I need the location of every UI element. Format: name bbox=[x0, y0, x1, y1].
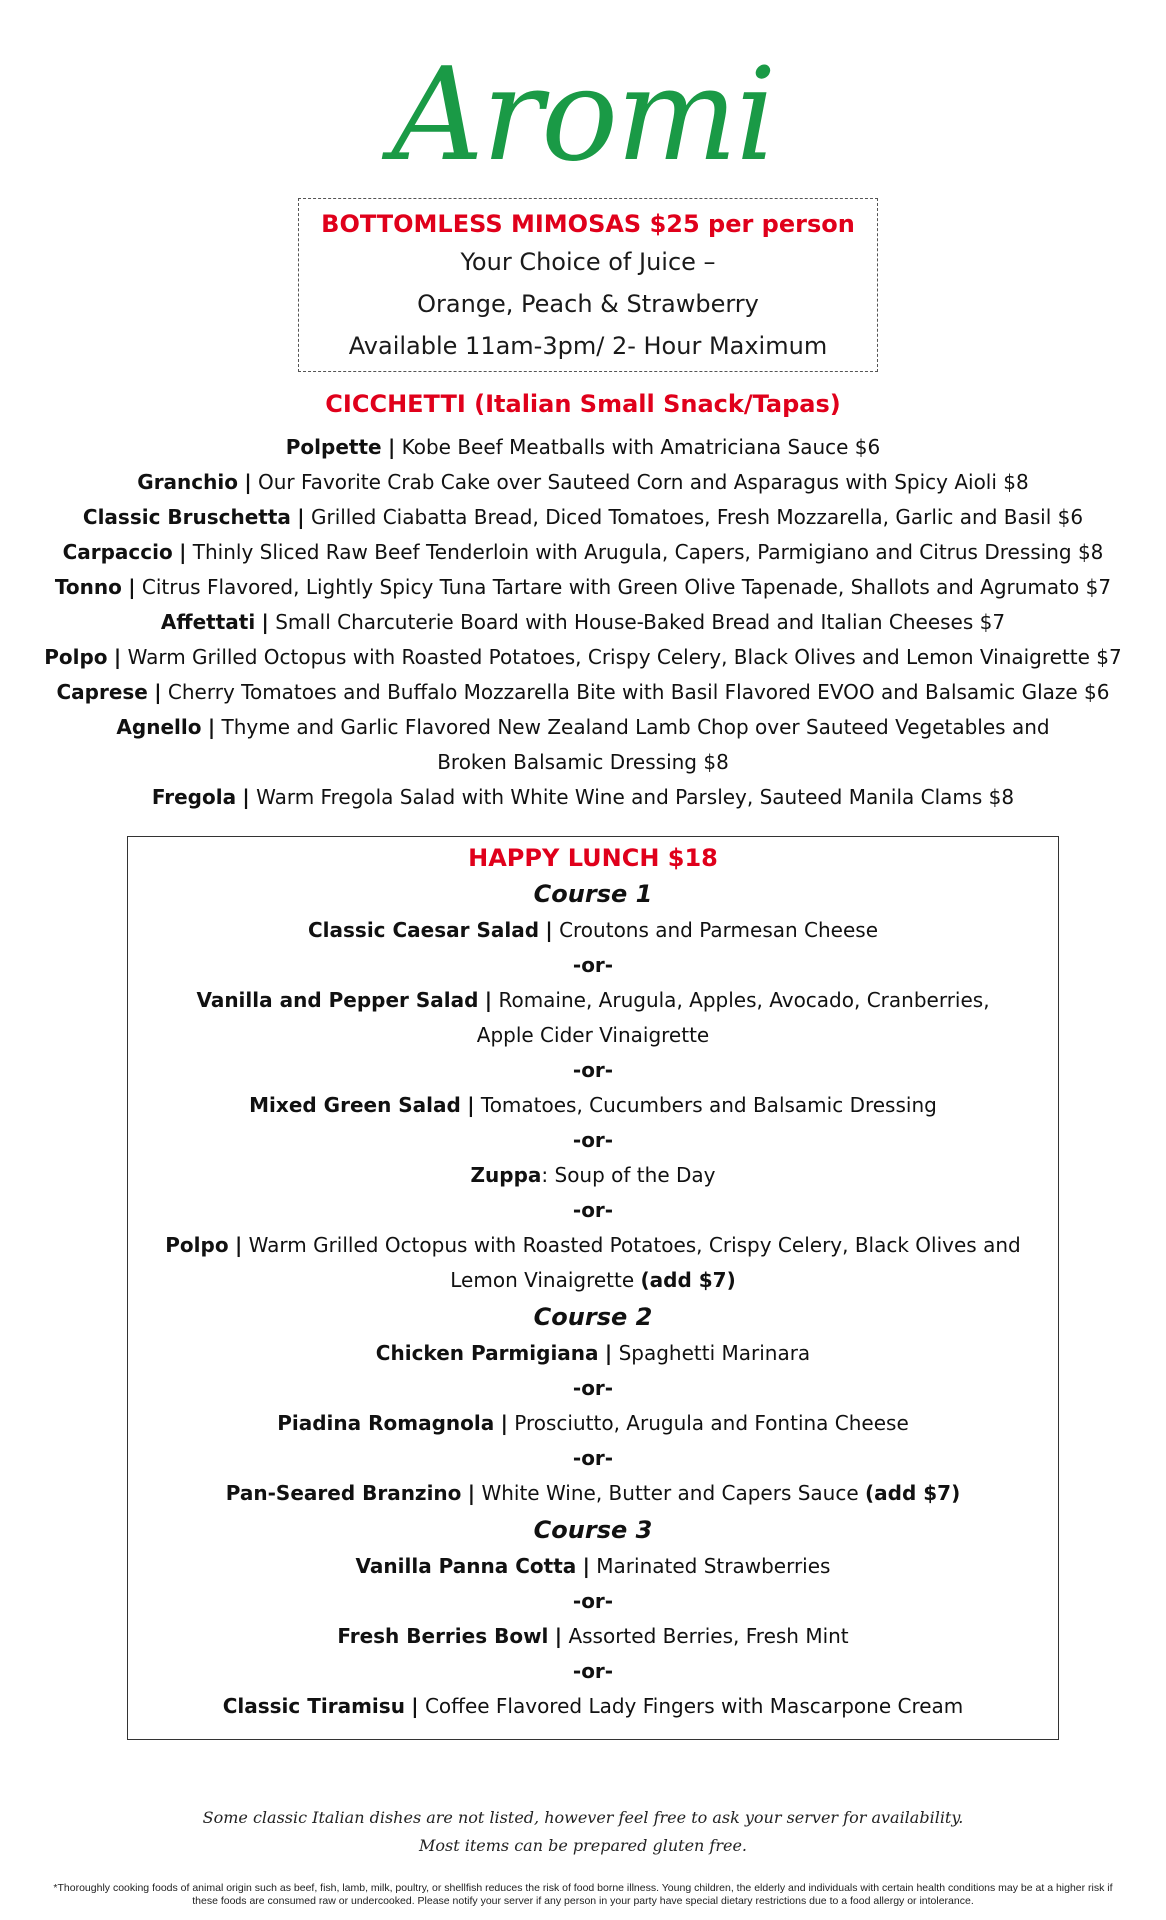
item-desc: Thyme and Garlic Flavored New Zealand Lamb Chop over Sauteed Vegetables and bbox=[221, 715, 1050, 739]
item-name: Vanilla and Pepper Salad bbox=[196, 988, 479, 1012]
or-divider: -or- bbox=[572, 1376, 614, 1400]
item-desc: White Wine, Butter and Capers Sauce bbox=[481, 1481, 859, 1505]
menu-item bbox=[0, 500, 1166, 535]
item-desc: Warm Grilled Octopus with Roasted Potatoes, Crispy Celery, Black Olives and bbox=[248, 1233, 1021, 1257]
item-desc: Small Charcuterie Board with House-Baked Bread and Italian Cheeses $7 bbox=[275, 610, 1006, 634]
or-divider: -or- bbox=[572, 1446, 614, 1470]
item-desc: Tomatoes, Cucumbers and Balsamic Dressing bbox=[480, 1093, 937, 1117]
item-name: Classic Bruschetta bbox=[82, 505, 291, 529]
separator: | bbox=[261, 610, 269, 634]
separator: | bbox=[242, 785, 250, 809]
item-name: Caprese bbox=[56, 680, 148, 704]
happy-lunch-title: HAPPY LUNCH $18 bbox=[468, 844, 718, 872]
menu-item bbox=[128, 983, 1058, 1018]
separator: | bbox=[411, 1694, 419, 1718]
menu-item bbox=[0, 675, 1166, 710]
separator: | bbox=[387, 435, 396, 459]
separator: | bbox=[467, 1481, 476, 1505]
cicchetti-title: CICCHETTI (Italian Small Snack/Tapas) bbox=[325, 390, 841, 418]
menu-item bbox=[0, 780, 1166, 815]
item-desc: Grilled Ciabatta Bread, Diced Tomatoes, Fresh Mozzarella, Garlic and Basil $6 bbox=[310, 505, 1084, 529]
course-3-title: Course 3 bbox=[533, 1516, 653, 1544]
separator: | bbox=[154, 680, 162, 704]
item-desc: Spaghetti Marinara bbox=[618, 1341, 811, 1365]
happy-lunch-box bbox=[127, 836, 1059, 1740]
or-divider: -or- bbox=[572, 1659, 614, 1683]
menu-item bbox=[128, 1689, 1058, 1724]
item-name: Classic Caesar Salad bbox=[307, 918, 540, 942]
item-desc: Romaine, Arugula, Apples, Avocado, Cranberries, bbox=[498, 988, 990, 1012]
cicchetti-list bbox=[0, 430, 1166, 815]
menu-item bbox=[0, 640, 1166, 675]
menu-item bbox=[128, 1406, 1058, 1441]
menu-item bbox=[0, 710, 1166, 745]
item-desc: Assorted Berries, Fresh Mint bbox=[568, 1624, 849, 1648]
menu-item bbox=[128, 1476, 1058, 1511]
separator: | bbox=[244, 470, 252, 494]
item-name: Polpette bbox=[285, 435, 382, 459]
item-name: Classic Tiramisu bbox=[222, 1694, 405, 1718]
separator: | bbox=[234, 1233, 243, 1257]
item-desc: Prosciutto, Arugula and Fontina Cheese bbox=[514, 1411, 909, 1435]
item-desc: Our Favorite Crab Cake over Sauteed Corn and Asparagus with Spicy Aioli $8 bbox=[258, 470, 1029, 494]
availability-note: Some classic Italian dishes are not listed, however feel free to ask your server for availability. bbox=[202, 1808, 964, 1827]
menu-item bbox=[128, 1619, 1058, 1654]
menu-item bbox=[0, 570, 1166, 605]
menu-item-continued: Broken Balsamic Dressing $8 bbox=[437, 750, 729, 774]
menu-item bbox=[128, 1336, 1058, 1371]
separator: | bbox=[604, 1341, 613, 1365]
menu-item bbox=[0, 430, 1166, 465]
item-desc: Marinated Strawberries bbox=[596, 1554, 831, 1578]
item-name: Pan-Seared Branzino bbox=[225, 1481, 462, 1505]
mimosa-line: Available 11am-3pm/ 2- Hour Maximum bbox=[348, 332, 828, 360]
menu-item bbox=[128, 1088, 1058, 1123]
item-name: Polpo bbox=[165, 1233, 229, 1257]
item-name: Tonno bbox=[54, 575, 122, 599]
or-divider: -or- bbox=[572, 953, 614, 977]
item-name: Zuppa bbox=[470, 1163, 542, 1187]
menu-item-continued bbox=[128, 1263, 1058, 1298]
separator: | bbox=[128, 575, 136, 599]
item-name: Carpaccio bbox=[62, 540, 173, 564]
separator: | bbox=[500, 1411, 508, 1435]
separator: | bbox=[582, 1554, 590, 1578]
or-divider: -or- bbox=[572, 1128, 614, 1152]
item-desc: Kobe Beef Meatballs with Amatriciana Sauce $6 bbox=[401, 435, 881, 459]
mimosa-promo-box bbox=[298, 198, 878, 372]
item-name: Agnello bbox=[116, 715, 202, 739]
item-desc: Thinly Sliced Raw Beef Tenderloin with Arugula, Capers, Parmigiano and Citrus Dressing $8 bbox=[192, 540, 1104, 564]
separator: | bbox=[554, 1624, 563, 1648]
or-divider: -or- bbox=[572, 1589, 614, 1613]
item-name: Affettati bbox=[160, 610, 256, 634]
item-name: Vanilla Panna Cotta bbox=[355, 1554, 577, 1578]
separator: | bbox=[545, 918, 553, 942]
price-extra: (add $7) bbox=[865, 1481, 961, 1505]
item-name: Polpo bbox=[44, 645, 108, 669]
mimosa-title: BOTTOMLESS MIMOSAS $25 per person bbox=[321, 210, 855, 238]
item-name: Granchio bbox=[137, 470, 238, 494]
course-2-title: Course 2 bbox=[533, 1303, 653, 1331]
menu-item bbox=[128, 1228, 1058, 1263]
restaurant-logo: Aromi bbox=[391, 41, 775, 190]
menu-item bbox=[0, 535, 1166, 570]
food-safety-disclaimer: *Thoroughly cooking foods of animal origin such as beef, fish, lamb, milk, poultry, or shellfish reduces the risk of food borne illness. Young children, the elderly and individuals with certain health conditions may be at a higher risk if these foods are consumed raw or undercooked. Please notify your server if any person in your party have special dietary restrictions due to a food allergy or intolerance. bbox=[53, 1882, 1113, 1907]
item-desc: Citrus Flavored, Lightly Spicy Tuna Tartare with Green Olive Tapenade, Shallots and Agrumato $7 bbox=[141, 575, 1112, 599]
separator: | bbox=[113, 645, 122, 669]
item-desc: Warm Grilled Octopus with Roasted Potatoes, Crispy Celery, Black Olives and Lemon Vinaigrette $7 bbox=[127, 645, 1122, 669]
price-extra: (add $7) bbox=[640, 1268, 736, 1292]
item-desc: Coffee Flavored Lady Fingers with Mascarpone Cream bbox=[424, 1694, 964, 1718]
separator: | bbox=[484, 988, 493, 1012]
mimosa-line: Orange, Peach & Strawberry bbox=[417, 290, 759, 318]
course-1-title: Course 1 bbox=[533, 880, 653, 908]
item-name: Piadina Romagnola bbox=[277, 1411, 495, 1435]
menu-item bbox=[128, 1549, 1058, 1584]
gluten-free-note: Most items can be prepared gluten free. bbox=[418, 1836, 748, 1855]
item-name: Fresh Berries Bowl bbox=[337, 1624, 549, 1648]
menu-item: Zuppa: Soup of the Day bbox=[470, 1163, 716, 1187]
or-divider: -or- bbox=[572, 1198, 614, 1222]
mimosa-line: Your Choice of Juice – bbox=[460, 248, 716, 276]
item-name: Fregola bbox=[151, 785, 237, 809]
item-name: Chicken Parmigiana bbox=[375, 1341, 599, 1365]
item-desc: Soup of the Day bbox=[554, 1163, 716, 1187]
menu-item-continued: Apple Cider Vinaigrette bbox=[476, 1023, 710, 1047]
menu-item bbox=[0, 465, 1166, 500]
separator: | bbox=[297, 505, 305, 529]
separator: | bbox=[467, 1093, 475, 1117]
menu-item bbox=[0, 605, 1166, 640]
item-desc: Lemon Vinaigrette bbox=[450, 1268, 635, 1292]
item-desc: Warm Fregola Salad with White Wine and Parsley, Sauteed Manila Clams $8 bbox=[256, 785, 1015, 809]
separator: | bbox=[179, 540, 187, 564]
item-desc: Croutons and Parmesan Cheese bbox=[559, 918, 878, 942]
menu-item bbox=[128, 913, 1058, 948]
item-name: Mixed Green Salad bbox=[249, 1093, 461, 1117]
footer-notes bbox=[0, 1804, 1166, 1860]
item-desc: Cherry Tomatoes and Buffalo Mozzarella Bite with Basil Flavored EVOO and Balsamic Glaze $6 bbox=[167, 680, 1110, 704]
separator: | bbox=[207, 715, 216, 739]
or-divider: -or- bbox=[572, 1058, 614, 1082]
